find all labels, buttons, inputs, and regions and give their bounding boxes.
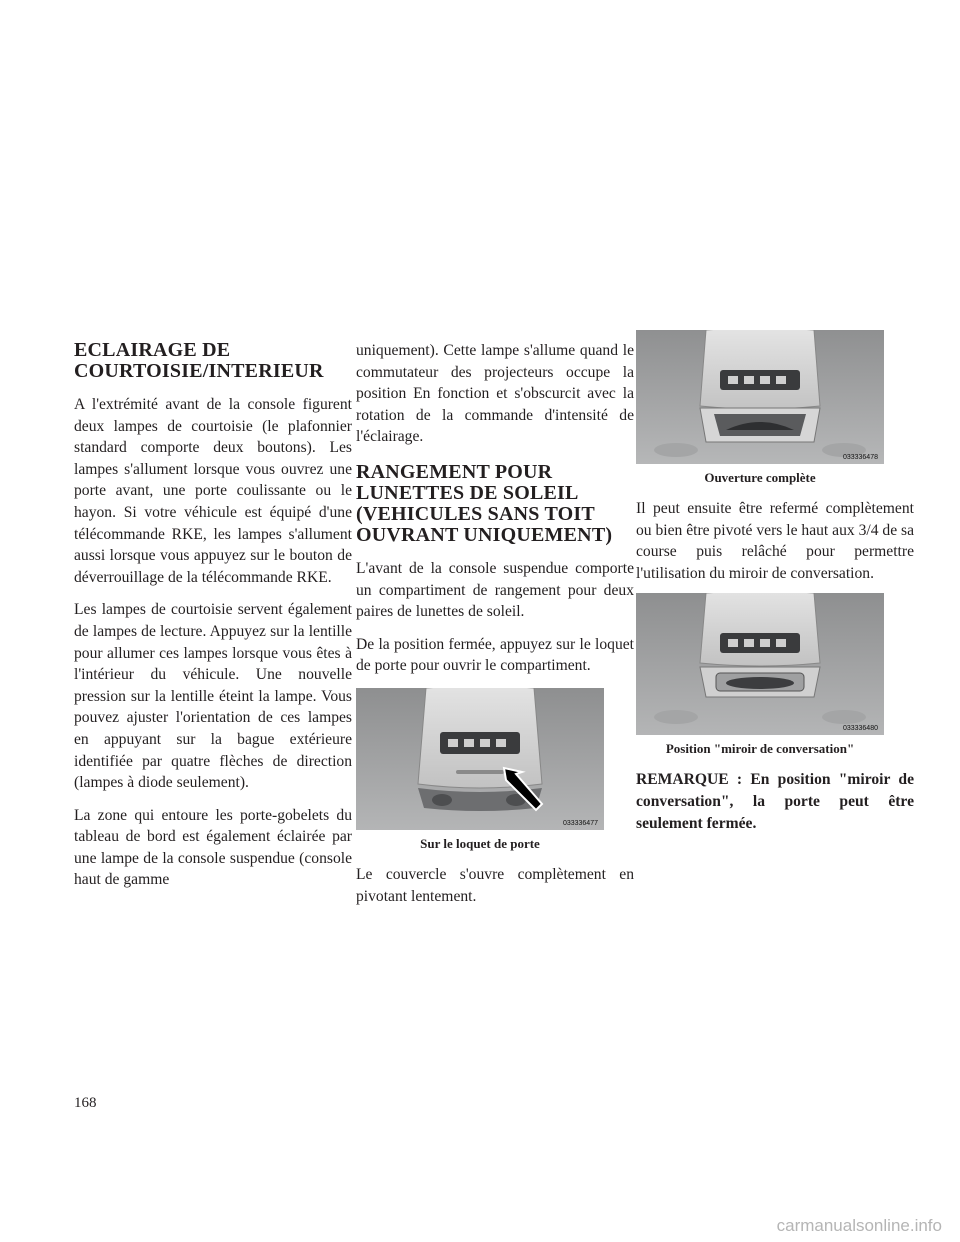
figure-full-open: [636, 330, 884, 464]
figure-code: 033336480: [842, 725, 878, 733]
column-3: [636, 330, 914, 845]
column-1: [74, 340, 352, 902]
figure-code: 033336478: [842, 454, 878, 461]
console-mirror-illustration: [636, 593, 884, 735]
note-paragraph: REMARQUE : En position "miroir de conversation", la porte peut être seulement fermée.: [636, 771, 914, 832]
page-number: 168: [74, 1095, 97, 1111]
heading-courtesy-lighting: ECLAIRAGE DE COURTOISIE/INTERIEUR: [74, 339, 324, 382]
column-2: [356, 340, 634, 918]
paragraph: L'avant de la console suspendue comporte un compartiment de rangement pour deux paires de lunettes de soleil.: [356, 559, 634, 621]
console-illustration: [356, 688, 604, 830]
paragraph: De la position fermée, appuyez sur le loquet de porte pour ouvrir le compartiment.: [356, 635, 634, 675]
paragraph: Les lampes de courtoisie servent également de lampes de lecture. Appuyez sur la lentille pour allumer ces lampes lorsque vous êtes à l'intérieur du véhicule. Une nouvelle pression sur la lentille éteint la lampe. Vous pouvez ajuster l'orientation de ces lampes en appuyant sur la bague extérieure identifiée par quatre flèches de direction (lampes à diode seulement).: [74, 601, 352, 792]
console-open-illustration: [636, 330, 884, 464]
figure-caption: Sur le loquet de porte: [420, 835, 540, 851]
figure-caption: Position "miroir de conversation": [665, 741, 855, 757]
figure-caption: Ouverture complète: [704, 470, 816, 485]
paragraph: La zone qui entoure les porte-gobelets du tableau de bord est également éclairée par une lampe de la console suspendue (console haut de gamme: [74, 806, 352, 889]
figure-code: 033336477: [562, 819, 598, 827]
watermark: carmanualsonline.info: [776, 1216, 942, 1235]
paragraph: Il peut ensuite être refermé complètement ou bien être pivoté vers le haut aux 3/4 de sa course puis relâché pour permettre l'utilisation du miroir de conversation.: [636, 500, 914, 582]
paragraph: uniquement). Cette lampe s'allume quand le commutateur des projecteurs occupe la position En fonction et s'obscurcit avec la rotation de la commande d'intensité de l'éclairage.: [356, 342, 634, 446]
paragraph: A l'extrémité avant de la console figurent deux lampes de courtoisie (le plafonnier standard comporte deux boutons). Les lampes s'allument lorsque vous ouvrez une porte avant, une porte coulissante ou le hayon. Si votre véhicule est équipé d'une télécommande RKE, les lampes s'allument aussi lorsque vous appuyez sur le bouton de déverrouillage de la télécommande RKE.: [74, 396, 352, 586]
heading-sunglasses-storage: RANGEMENT POUR LUNETTES DE SOLEIL (VEHICULES SANS TOIT OUVRANT UNIQUEMENT): [356, 460, 613, 546]
figure-conversation-mirror: [636, 593, 884, 735]
figure-latch-press: [356, 688, 604, 830]
paragraph: Le couvercle s'ouvre complètement en pivotant lentement.: [356, 865, 634, 905]
